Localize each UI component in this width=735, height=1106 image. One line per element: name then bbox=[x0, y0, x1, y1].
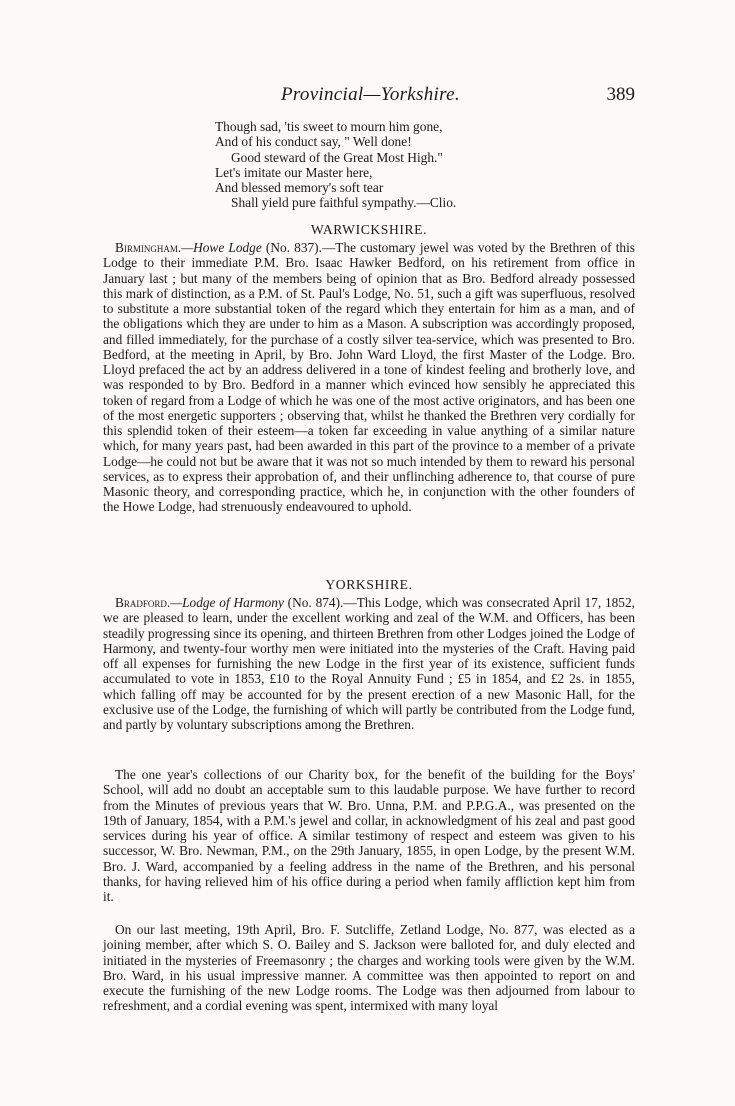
poem-line: Let's imitate our Master here, bbox=[215, 164, 373, 180]
paragraph-text: (No. 837).—The customary jewel was voted by the Brethren of this Lodge to their immediate P.M. Bro. Isaac Hawker Bedford, on his retirement from office in January last ; but many of the members being of opinion that as Bro. Bedford already possessed this mark of distinction, as a P.M. of St. Paul's Lodge, No. 51, such a gift was superfluous, resolved to substitute a more substantial token of the regard which they entertain for him as a man, and of the obligations which they are under to him as a Mason. A subscription was accordingly proposed, and filled immediately, for the purchase of a costly silver tea-service, which was presented to Bro. Bedford, at the meeting in April, by Bro. John Ward Lloyd, the first Master of the Lodge. Bro. Lloyd prefaced the act by an address delivered in a tone of kindest feeling and brotherly love, and was responded to by Bro. Bedford in a manner which evinced how sensibly he appreciated this token of regard from a Lodge of which he was one of the most active originators, and has been one of the most energetic supporters ; observing that, whilst he thanked the Brethren very cordially for this splendid token of their esteem—a token far exceeding in value anything of a similar nature which, for many years past, had been awarded in this part of the province to a member of a private Lodge—he could not but be aware that it was not so much intended by them to reward his personal services, as to express their approbation of, and their unflinching adherence to, that course of pure Masonic theory, and corresponding practice, which he, in conjunction with the other founders of the Howe Lodge, had strenuously endeavoured to uphold. bbox=[103, 240, 635, 515]
paragraph-last-meeting: On our last meeting, 19th April, Bro. F. Sutcliffe, Zetland Lodge, No. 877, was elected as a joining member, after which S. O. Bailey and S. Jackson were balloted for, and duly elected and initiated in the mysteries of Freemasonry ; the charges and working tools were given by the W.M. Bro. Ward, in his usual impressive manner. A committee was then appointed to report on and execute the furnishing of the new Lodge rooms. The Lodge was then adjourned from labour to refreshment, and a cordial evening was spent, intermixed with many loyal bbox=[103, 922, 635, 1014]
running-header bbox=[195, 84, 635, 108]
poem-line: And of his conduct say, " Well done! bbox=[215, 134, 412, 150]
place-name: Bradford. bbox=[115, 595, 171, 610]
poem-line: And blessed memory's soft tear bbox=[215, 180, 384, 196]
page-number: 389 bbox=[606, 84, 635, 105]
poem-line: Though sad, 'tis sweet to mourn him gone, bbox=[215, 119, 443, 134]
paragraph-birmingham bbox=[103, 240, 635, 515]
lodge-name: —Howe Lodge bbox=[181, 240, 262, 255]
poem bbox=[215, 119, 456, 211]
poem-line: Good steward of the Great Most High." bbox=[231, 149, 443, 165]
section-heading-warwickshire: WARWICKSHIRE. bbox=[310, 222, 428, 237]
poem-line: Shall yield pure faithful sympathy.—Clio. bbox=[231, 195, 457, 211]
running-title: Provincial—Yorkshire. bbox=[281, 84, 460, 105]
section-heading-yorkshire: YORKSHIRE. bbox=[325, 577, 413, 592]
lodge-name: —Lodge of Harmony bbox=[170, 595, 284, 610]
place-name: Birmingham. bbox=[115, 240, 182, 255]
paragraph-bradford bbox=[103, 595, 635, 732]
paragraph-charity-box: The one year's collections of our Charity box, for the benefit of the building for the Boys' School, will add no doubt an acceptable sum to this laudable purpose. We have further to record from the Minutes of previous years that W. Bro. Unna, P.M. and P.P.G.A., was presented on the 19th of January, 1854, with a P.M.'s jewel and collar, in acknowledgment of his zeal and past good services during his year of office. A similar testimony of respect and esteem was given to his successor, W. Bro. Newman, P.M., on the 29th January, 1855, in open Lodge, by the present W.M. Bro. J. Ward, accompanied by a feeling address in the name of the Brethren, and his personal thanks, for having relieved him of his office during a period when family affliction kept him from it. bbox=[103, 767, 635, 904]
paragraph-text: (No. 874).—This Lodge, which was consecrated April 17, 1852, we are pleased to learn, under the excellent working and zeal of the W.M. and Officers, has been steadily progressing since its opening, and thirteen Brethren from other Lodges joined the Lodge of Harmony, and twenty-four worthy men were initiated into the mysteries of the Craft. Having paid off all expenses for furnishing the new Lodge in the first year of its existence, sufficient funds accumulated to vote in 1853, £10 to the Royal Annuity Fund ; £5 in 1854, and £2 2s. in 1855, which falling off may be accounted for by the present erection of a new Masonic Hall, for the exclusive use of the Lodge, the furnishing of which will partly be contributed from the Lodge fund, and partly by voluntary subscriptions among the Brethren. bbox=[103, 595, 635, 732]
